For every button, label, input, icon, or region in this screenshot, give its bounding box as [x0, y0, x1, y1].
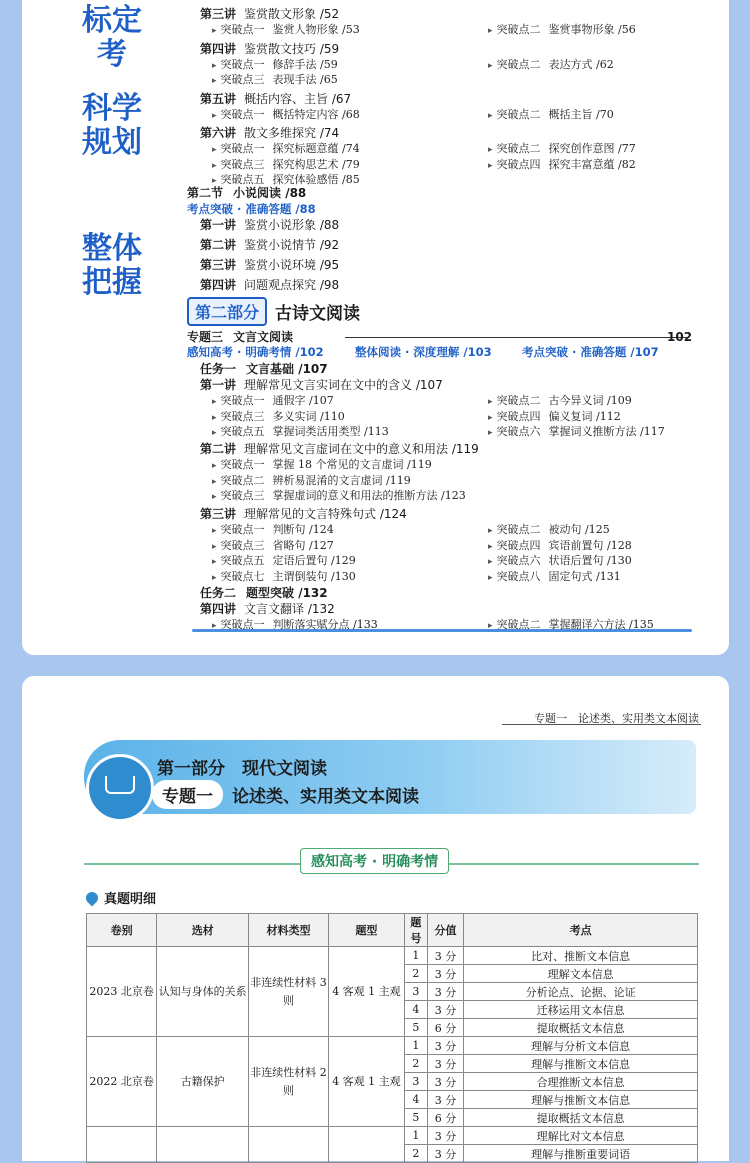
lecture-line: [200, 124, 339, 141]
task-label: 任务一: [200, 362, 237, 376]
point-label: 突破点五: [220, 173, 265, 186]
cell-row: 1: [404, 1127, 427, 1145]
cell-row: 6 分: [427, 1109, 464, 1127]
arrow-icon: ▸: [488, 621, 493, 631]
arrow-icon: ▸: [212, 428, 217, 438]
cell-row: 4: [404, 1091, 427, 1109]
table-row: [87, 1037, 698, 1055]
point-label: 突破点六: [496, 554, 541, 567]
table-header: 考点: [464, 914, 698, 947]
point-line: [212, 423, 389, 439]
point-line: [212, 537, 334, 553]
cell-type: 非连续性材料 3 则: [249, 947, 329, 1037]
arrow-icon: ▸: [212, 76, 217, 86]
lecture-label: 第三讲: [200, 507, 237, 521]
lecture-label: 第一讲: [200, 218, 237, 232]
cell-row: 合理推断文本信息: [464, 1073, 698, 1091]
arrow-icon: ▸: [212, 145, 217, 155]
point-text: 表现手法 /65: [272, 73, 338, 86]
lecture-line: [200, 256, 339, 273]
cell-row: 5: [404, 1019, 427, 1037]
task-title: 题型突破 /132: [246, 586, 328, 600]
lecture-label: 第二讲: [200, 238, 237, 252]
point-label: 突破点二: [496, 523, 541, 536]
point-text: 掌握词义推断方法 /117: [548, 425, 665, 438]
arrow-icon: ▸: [212, 461, 217, 471]
point-text: 掌握词类活用类型 /113: [272, 425, 389, 438]
lecture-line: [200, 40, 339, 57]
arrow-icon: ▸: [488, 572, 493, 583]
point-text: 固定句式 /131: [548, 569, 621, 583]
point-text: 多义实词 /110: [272, 409, 345, 423]
lecture-title: 理解常见的文言特殊句式 /124: [244, 507, 407, 521]
point-line: [212, 106, 360, 122]
point-text: 辨析易混淆的文言虚词 /119: [272, 473, 411, 487]
part2-title: 古诗文阅读: [275, 304, 361, 324]
point-text: 偏义复词 /112: [548, 409, 621, 423]
point-label: 突破点七: [220, 569, 265, 583]
cell-row: 理解与推断文本信息: [464, 1091, 698, 1109]
cell-row: 3 分: [427, 983, 464, 1001]
cell-row: 3 分: [427, 947, 464, 965]
book-icon: [105, 776, 135, 794]
point-label: 突破点三: [220, 538, 265, 552]
cell-row: 5: [404, 1109, 427, 1127]
point-label: 突破点二: [496, 107, 541, 121]
point-text: 古今异义词 /109: [548, 394, 632, 407]
point-label: 突破点四: [496, 538, 541, 552]
arrow-icon: ▸: [212, 621, 217, 631]
point-line: [212, 568, 356, 584]
point-label: 突破点二: [220, 473, 265, 487]
lecture-label: 第五讲: [200, 91, 237, 106]
content-page: [22, 676, 729, 1161]
lecture-label: 第四讲: [200, 278, 237, 292]
slogan-1: 标定考: [82, 3, 142, 72]
lecture-title: 鉴赏小说形象 /88: [244, 218, 340, 232]
point-text: 探究创作意图 /77: [548, 142, 636, 155]
cell-paper: 2022 北京卷: [87, 1037, 157, 1127]
cell-row: 理解与推断文本信息: [464, 1055, 698, 1073]
topic-sub: 考点突破 · 准确答题 /107: [522, 345, 659, 359]
point-text: 概括特定内容 /68: [272, 107, 360, 121]
topic-label: 专题三: [187, 330, 224, 344]
cell-row: 比对、推断文本信息: [464, 947, 698, 965]
arrow-icon: ▸: [488, 60, 493, 71]
task-label: 任务二: [200, 586, 237, 600]
point-label: 突破点一: [220, 57, 265, 71]
cell-row: 3: [404, 1073, 427, 1091]
point-label: 突破点二: [496, 394, 541, 407]
arrow-icon: ▸: [488, 412, 493, 423]
lecture-line: [200, 505, 407, 522]
cell-row: 4: [404, 1001, 427, 1019]
point-line: [488, 521, 610, 537]
point-line: [488, 156, 636, 172]
point-line: [488, 140, 636, 156]
table-header: 题型: [328, 914, 404, 947]
point-line: [212, 392, 334, 408]
lecture-label: 第三讲: [200, 7, 237, 21]
point-text: 探究构思艺术 /79: [272, 157, 360, 171]
cell-row: 理解比对文本信息: [464, 1127, 698, 1145]
arrow-icon: ▸: [212, 476, 217, 487]
point-label: 突破点八: [496, 569, 541, 583]
cell-paper: [87, 1127, 157, 1163]
banner-part: 第一部分 现代文阅读: [157, 759, 327, 779]
lecture-line: [200, 600, 335, 617]
point-line: [212, 408, 345, 424]
cell-qtype: 4 客观 1 主观: [328, 1037, 404, 1127]
point-text: 探究标题意蕴 /74: [272, 142, 360, 155]
lecture-title: 理解常见文言虚词在文中的意义和用法 /119: [244, 442, 479, 456]
arrow-icon: ▸: [212, 541, 217, 552]
task-heading: [200, 584, 328, 601]
table-row: [87, 1127, 698, 1145]
point-line: [212, 56, 338, 72]
lecture-line: [200, 440, 479, 457]
arrow-icon: ▸: [212, 160, 217, 171]
lecture-title: 文言文翻译 /132: [244, 602, 335, 616]
cell-row: 理解与分析文本信息: [464, 1037, 698, 1055]
point-line: [212, 487, 466, 503]
arrow-icon: ▸: [212, 557, 217, 567]
arrow-icon: ▸: [212, 176, 217, 186]
lecture-title: 散文多维探究 /74: [244, 126, 340, 140]
pin-icon: [84, 889, 101, 906]
zhenti-heading: 真题明细: [86, 888, 156, 907]
point-label: 突破点二: [496, 618, 541, 631]
cell-row: 2: [404, 1145, 427, 1163]
point-label: 突破点一: [220, 107, 265, 121]
lecture-title: 概括内容、主旨 /67: [244, 91, 352, 106]
lecture-label: 第一讲: [200, 378, 237, 392]
point-line: [488, 21, 636, 37]
point-text: 概括主旨 /70: [548, 107, 614, 121]
point-line: [488, 537, 632, 553]
arrow-icon: ▸: [212, 110, 217, 121]
section-heading: [187, 184, 306, 201]
point-label: 突破点四: [496, 409, 541, 423]
point-label: 突破点二: [496, 23, 541, 36]
topic-heading: [187, 328, 293, 345]
point-label: 突破点一: [220, 523, 265, 536]
lecture-line: [200, 90, 351, 107]
section-label: 第二节: [187, 186, 224, 200]
lecture-label: 第二讲: [200, 442, 237, 456]
lecture-title: 鉴赏小说环境 /95: [244, 258, 340, 272]
slogan-2: 科学规划: [82, 91, 142, 160]
part2-box: 第二部分: [187, 297, 267, 326]
point-text: 探究体验感悟 /85: [272, 173, 360, 186]
lecture-line: [200, 376, 443, 393]
point-line: [212, 156, 360, 172]
task-heading: [200, 360, 328, 377]
arrow-icon: ▸: [212, 397, 217, 407]
cell-row: 理解与推断重要词语: [464, 1145, 698, 1163]
lecture-line: [200, 276, 339, 293]
cell-row: 2: [404, 965, 427, 983]
topic-rule: [345, 337, 687, 338]
point-text: 鉴赏人物形象 /53: [272, 23, 360, 36]
cell-row: 3 分: [427, 1055, 464, 1073]
point-text: 掌握 18 个常见的文言虚词 /119: [272, 458, 432, 471]
point-line: [488, 392, 632, 408]
point-line: [488, 408, 621, 424]
topic-sub: 感知高考 · 明确考情 /102: [187, 345, 324, 359]
lecture-line: [200, 216, 339, 233]
cell-row: 提取概括文本信息: [464, 1019, 698, 1037]
point-line: [212, 472, 411, 488]
lecture-label: 第三讲: [200, 258, 237, 272]
cell-row: 3 分: [427, 1001, 464, 1019]
point-text: 宾语前置句 /128: [548, 538, 632, 552]
arrow-icon: ▸: [212, 412, 217, 423]
point-text: 通假字 /107: [272, 394, 334, 407]
point-text: 鉴赏事物形象 /56: [548, 23, 636, 36]
cell-row: 3 分: [427, 1091, 464, 1109]
point-label: 突破点一: [220, 142, 265, 155]
header-rule: [502, 724, 701, 725]
point-label: 突破点五: [220, 425, 265, 438]
cell-material: [157, 1127, 249, 1163]
point-text: 状语后置句 /130: [548, 554, 632, 567]
lecture-label: 第四讲: [200, 602, 237, 616]
point-text: 修辞手法 /59: [272, 57, 338, 71]
point-text: 判断落实赋分点 /133: [272, 618, 378, 631]
cell-row: 理解文本信息: [464, 965, 698, 983]
cell-row: 迁移运用文本信息: [464, 1001, 698, 1019]
point-text: 表达方式 /62: [548, 57, 614, 71]
point-line: [212, 71, 338, 87]
point-line: [488, 106, 614, 122]
topic-page: 102: [667, 330, 693, 344]
cell-material: 认知与身体的关系: [157, 947, 249, 1037]
point-line: [212, 616, 378, 632]
point-label: 突破点四: [496, 157, 541, 171]
cell-row: 3 分: [427, 1037, 464, 1055]
cell-row: 3 分: [427, 1073, 464, 1091]
lecture-line: [200, 5, 339, 22]
point-label: 突破点三: [220, 157, 265, 171]
point-text: 被动句 /125: [548, 523, 610, 536]
point-label: 突破点一: [220, 23, 265, 36]
banner-topic: 专题一: [152, 780, 223, 809]
exam-table: [86, 913, 698, 1163]
point-text: 判断句 /124: [272, 523, 334, 536]
running-header: 专题一 论述类、实用类文本阅读: [534, 712, 699, 725]
point-text: 省略句 /127: [272, 538, 334, 552]
toc-page: [22, 0, 729, 655]
point-label: 突破点三: [220, 409, 265, 423]
point-line: [488, 56, 614, 72]
cell-row: 6 分: [427, 1019, 464, 1037]
arrow-icon: ▸: [488, 160, 493, 171]
arrow-icon: ▸: [488, 110, 493, 121]
point-line: [488, 552, 632, 568]
point-line: [212, 140, 360, 156]
topic-title: 文言文阅读: [233, 330, 294, 344]
cell-row: 3 分: [427, 965, 464, 983]
arrow-icon: ▸: [488, 526, 493, 536]
arrow-icon: ▸: [488, 541, 493, 552]
arrow-icon: ▸: [488, 145, 493, 155]
arrow-icon: ▸: [488, 26, 493, 36]
cell-qtype: 4 客观 1 主观: [328, 947, 404, 1037]
table-header: 选材: [157, 914, 249, 947]
point-line: [488, 616, 654, 632]
cell-row: 提取概括文本信息: [464, 1109, 698, 1127]
lecture-label: 第四讲: [200, 41, 237, 56]
lecture-line: [200, 236, 339, 253]
lecture-title: 鉴赏散文技巧 /59: [244, 41, 340, 56]
cell-row: 3 分: [427, 1127, 464, 1145]
arrow-icon: ▸: [212, 492, 217, 502]
point-label: 突破点五: [220, 554, 265, 567]
arrow-icon: ▸: [488, 397, 493, 407]
table-header: 卷别: [87, 914, 157, 947]
arrow-icon: ▸: [488, 428, 493, 438]
lecture-title: 鉴赏小说情节 /92: [244, 238, 340, 252]
point-label: 突破点三: [220, 489, 265, 502]
point-label: 突破点一: [220, 618, 265, 631]
lecture-title: 问题观点探究 /98: [244, 278, 340, 292]
point-label: 突破点二: [496, 57, 541, 71]
cell-type: [249, 1127, 329, 1163]
cell-row: 3: [404, 983, 427, 1001]
point-text: 掌握翻译六方法 /135: [548, 618, 654, 631]
cell-material: 古籍保护: [157, 1037, 249, 1127]
point-line: [212, 521, 334, 537]
slogan-3: 整体把握: [82, 231, 142, 300]
banner-topic-title: 论述类、实用类文本阅读: [232, 787, 419, 807]
cell-row: 1: [404, 1037, 427, 1055]
task-title: 文言基础 /107: [246, 362, 328, 376]
point-line: [212, 552, 356, 568]
arrow-icon: ▸: [212, 26, 217, 36]
lecture-title: 鉴赏散文形象 /52: [244, 7, 340, 21]
table-row: [87, 947, 698, 965]
point-text: 定语后置句 /129: [272, 554, 356, 567]
topic-sub: 整体阅读 · 深度理解 /103: [355, 345, 492, 359]
section-title: 小说阅读 /88: [233, 186, 307, 200]
point-label: 突破点二: [496, 142, 541, 155]
point-text: 掌握虚词的意义和用法的推断方法 /123: [272, 489, 466, 502]
arrow-icon: ▸: [488, 557, 493, 567]
cell-row: 1: [404, 947, 427, 965]
arrow-icon: ▸: [212, 526, 217, 536]
point-label: 突破点六: [496, 425, 541, 438]
point-line: [488, 423, 665, 439]
lecture-title: 理解常见文言实词在文中的含义 /107: [244, 378, 443, 392]
point-text: 主谓倒装句 /130: [272, 569, 356, 583]
cell-type: 非连续性材料 2 则: [249, 1037, 329, 1127]
point-label: 突破点一: [220, 458, 265, 471]
cell-row: 2: [404, 1055, 427, 1073]
point-line: [212, 21, 360, 37]
table-header: 分值: [427, 914, 464, 947]
part2-heading: [187, 297, 360, 326]
cell-paper: 2023 北京卷: [87, 947, 157, 1037]
point-text: 探究丰富意蕴 /82: [548, 157, 636, 171]
section-tab: 感知高考 · 明确考情: [300, 848, 449, 874]
cell-qtype: [328, 1127, 404, 1163]
table-header: 题号: [404, 914, 427, 947]
lecture-label: 第六讲: [200, 126, 237, 140]
point-label: 突破点三: [220, 73, 265, 86]
cell-row: 3 分: [427, 1145, 464, 1163]
point-line: [212, 456, 432, 472]
point-line: [488, 568, 621, 584]
arrow-icon: ▸: [212, 60, 217, 71]
section-sub: 考点突破 · 准确答题 /88: [187, 202, 316, 216]
cell-row: 分析论点、论据、论证: [464, 983, 698, 1001]
point-label: 突破点一: [220, 394, 265, 407]
arrow-icon: ▸: [212, 572, 217, 583]
table-header: 材料类型: [249, 914, 329, 947]
